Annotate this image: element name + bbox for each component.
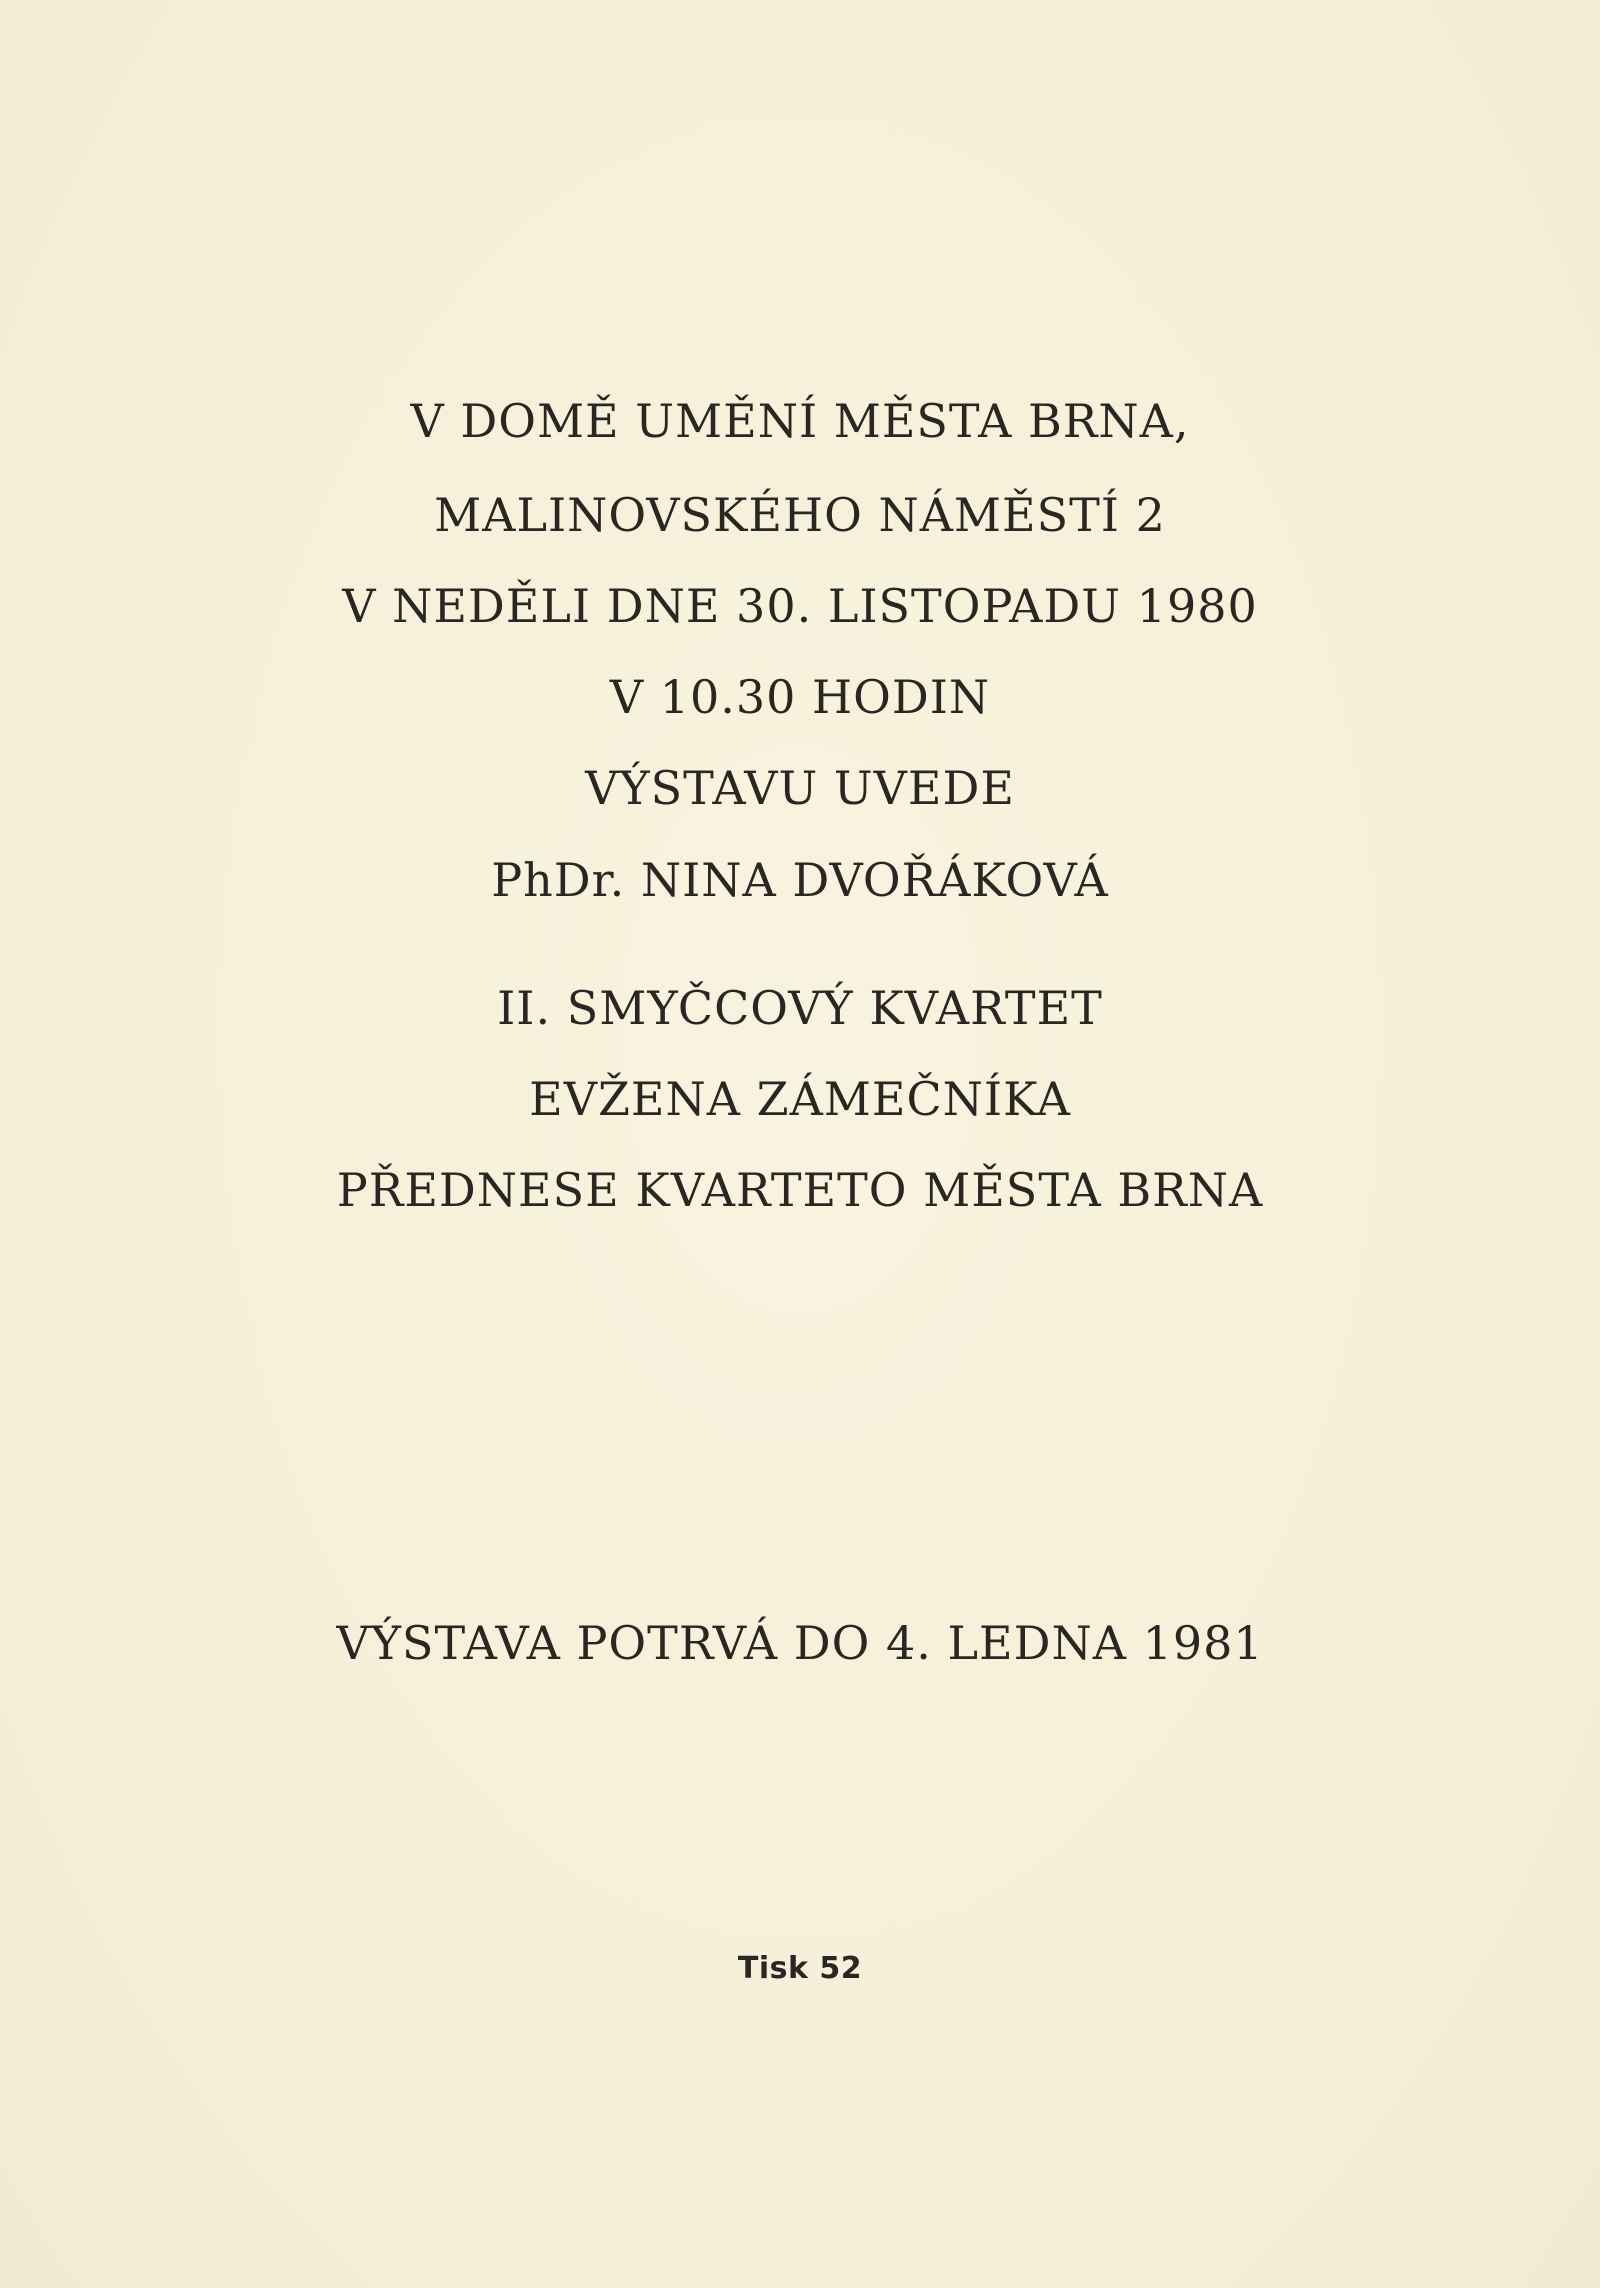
date-line: V NEDĚLI DNE 30. LISTOPADU 1980 [342, 579, 1258, 633]
speaker-line: PhDr. NINA DVOŘÁKOVÁ [491, 853, 1109, 907]
music-piece-line: II. SMYČCOVÝ KVARTET [497, 981, 1103, 1035]
performer-line: PŘEDNESE KVARTETO MĚSTA BRNA [336, 1163, 1264, 1217]
introduction-line: VÝSTAVU UVEDE [585, 761, 1015, 815]
address-line: MALINOVSKÉHO NÁMĚSTÍ 2 [434, 488, 1166, 542]
exhibition-duration: VÝSTAVA POTRVÁ DO 4. LEDNA 1981 [336, 1616, 1264, 1670]
composer-line: EVŽENA ZÁMEČNÍKA [529, 1072, 1071, 1126]
print-number: Tisk 52 [737, 1951, 863, 1986]
time-line: V 10.30 HODIN [609, 670, 991, 724]
venue-line: V DOMĚ UMĚNÍ MĚSTA BRNA, [410, 394, 1190, 448]
